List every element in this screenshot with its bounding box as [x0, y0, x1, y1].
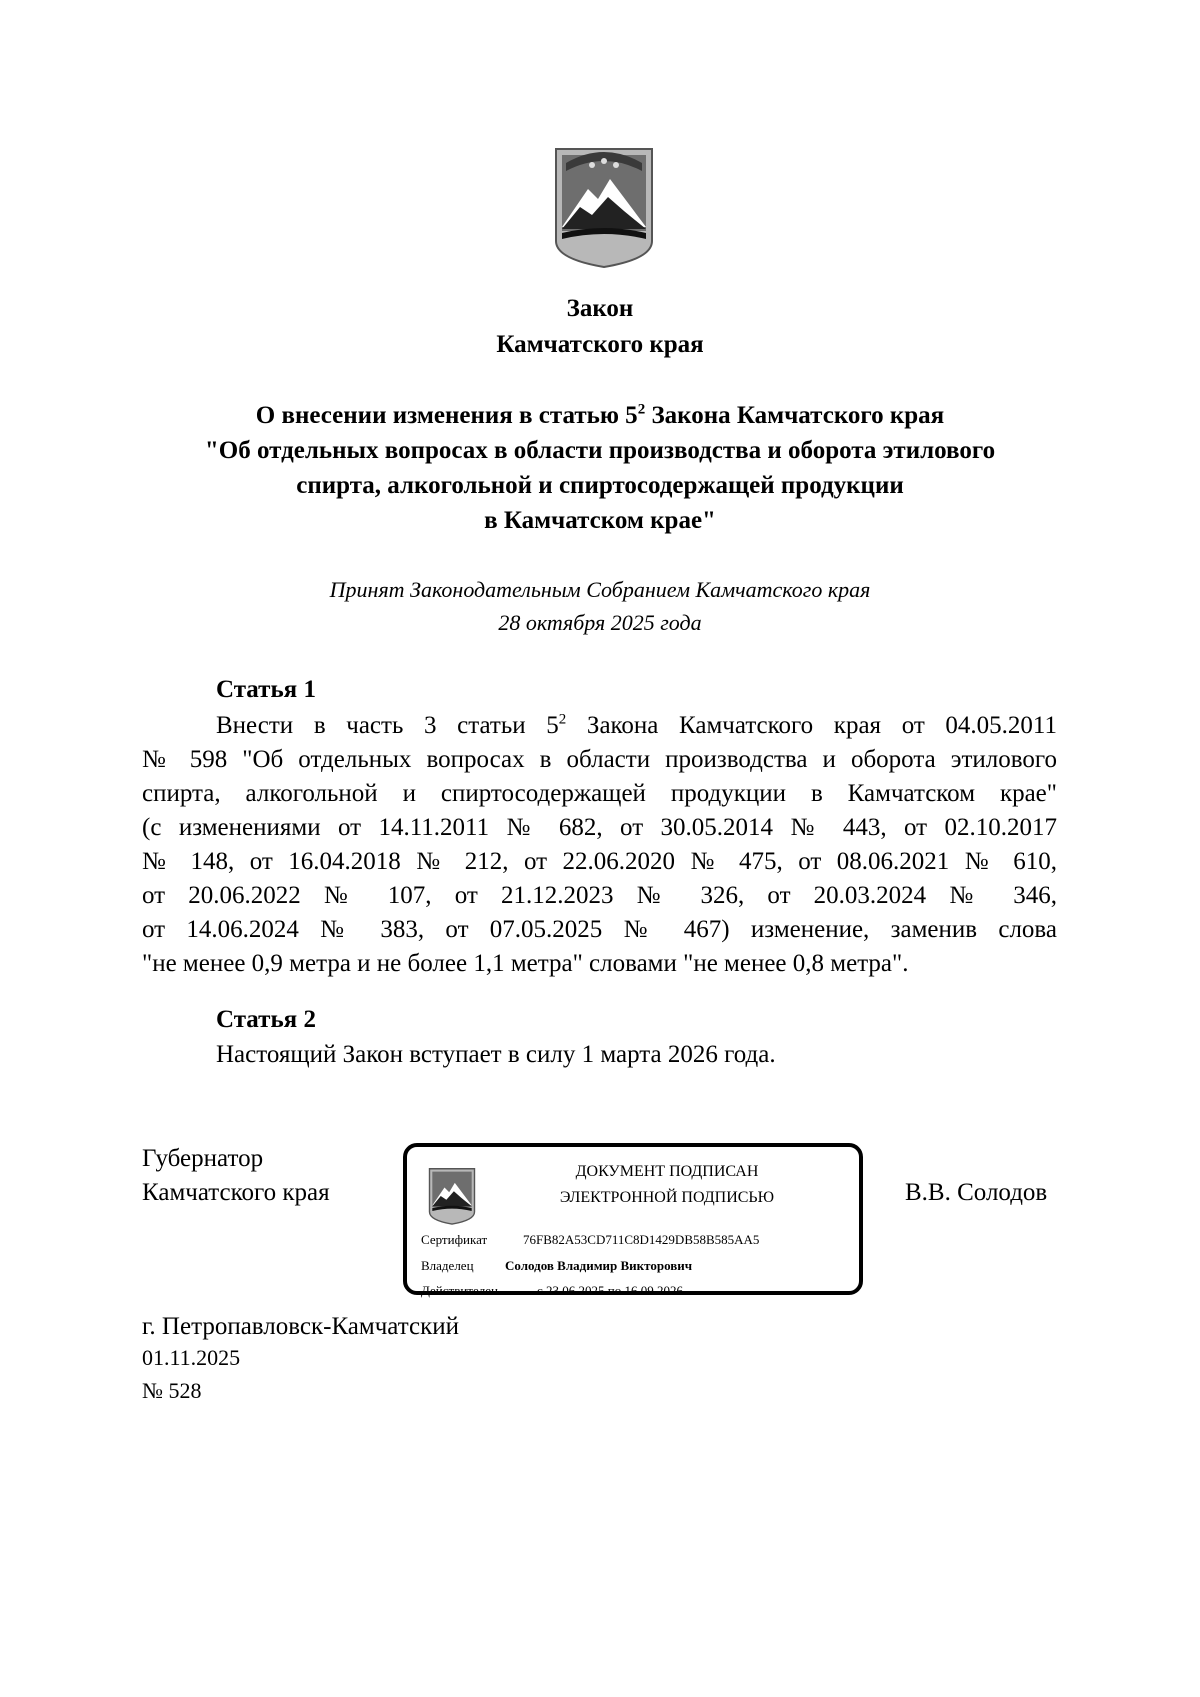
coat-of-arms-icon: [552, 141, 656, 269]
signatory-position-line-2: Камчатского края: [142, 1179, 330, 1206]
stamp-title-line-2: ЭЛЕКТРОННОЙ ПОДПИСЬЮ: [559, 1189, 775, 1206]
stamp-title-line-1: ДОКУМЕНТ ПОДПИСАН: [575, 1163, 759, 1180]
adoption-note: [0, 573, 1200, 639]
stamp-owner-value: Солодов Владимир Викторович: [505, 1258, 693, 1273]
document-region: Камчатского края: [496, 331, 704, 358]
law-title-line-4: в Камчатском крае": [484, 507, 716, 534]
article-1-line: от 14.06.2024 № 383, от 07.05.2025 № 467) изменение, заменив слова: [142, 916, 1057, 943]
stamp-owner-row: [421, 1258, 692, 1274]
article-1-line: спирта, алкогольной и спиртосодержащей продукции в Камчатском крае": [142, 780, 1057, 807]
article-2-line: Настоящий Закон вступает в силу 1 марта 2026 года.: [216, 1041, 776, 1068]
article-1-line: от 20.06.2022 № 107, от 21.12.2023 № 326, от 20.03.2024 № 346,: [142, 882, 1057, 909]
stamp-certificate-label: Сертификат: [421, 1232, 488, 1247]
signing-date: 01.11.2025: [142, 1345, 241, 1370]
electronic-signature-stamp: [403, 1143, 863, 1298]
article-1-line: (с изменениями от 14.11.2011 № 682, от 30.05.2014 № 443, от 02.10.2017: [142, 814, 1057, 841]
article-1-line: № 598 "Об отдельных вопросах в области производства и оборота этилового: [142, 746, 1057, 773]
document-type: Закон: [566, 295, 634, 322]
article-1-line: "не менее 0,9 метра и не более 1,1 метра" словами "не менее 0,8 метра".: [142, 950, 909, 977]
stamp-validity-row: [421, 1283, 683, 1299]
law-title: [0, 398, 1200, 538]
adoption-body: Принят Законодательным Собранием Камчатского края: [329, 577, 871, 602]
signatory-position: [142, 1142, 330, 1210]
adoption-date: 28 октября 2025 года: [498, 610, 702, 635]
stamp-owner-label: Владелец: [421, 1258, 474, 1273]
signatory-name: В.В. Солодов: [905, 1179, 1048, 1206]
article-1-line: № 148, от 16.04.2018 № 212, от 22.06.2020 № 475, от 08.06.2021 № 610,: [142, 848, 1057, 875]
article-1-heading: Статья 1: [216, 676, 316, 703]
signing-place: г. Петропавловск-Камчатский: [142, 1313, 459, 1340]
law-title-line-1: О внесении изменения в статью $5^2$ Закона Камчатского края: [255, 401, 945, 429]
stamp-certificate-value: 76FB82A53CD711C8D1429DB58B585AA5: [523, 1232, 760, 1247]
law-title-line-2: "Об отдельных вопросах в области производства и оборота этилового: [204, 437, 996, 464]
coat-of-arms-icon: [427, 1165, 477, 1225]
stamp-certificate-row: [421, 1232, 759, 1248]
law-title-line-3: спирта, алкогольной и спиртосодержащей продукции: [296, 472, 904, 499]
article-2-body: [142, 1038, 1057, 1072]
article-2-heading: Статья 2: [216, 1006, 316, 1033]
law-number: № 528: [142, 1378, 202, 1403]
stamp-validity-label: Действителен: [421, 1283, 498, 1298]
article-1-line: Внести в часть 3 статьи $5^2$ Закона Камчатского края от 04.05.2011: [216, 711, 1058, 739]
signatory-position-line-1: Губернатор: [142, 1145, 264, 1172]
stamp-validity-value: с 23.06.2025 по 16.09.2026: [537, 1283, 683, 1298]
article-1-body: [142, 709, 1057, 981]
